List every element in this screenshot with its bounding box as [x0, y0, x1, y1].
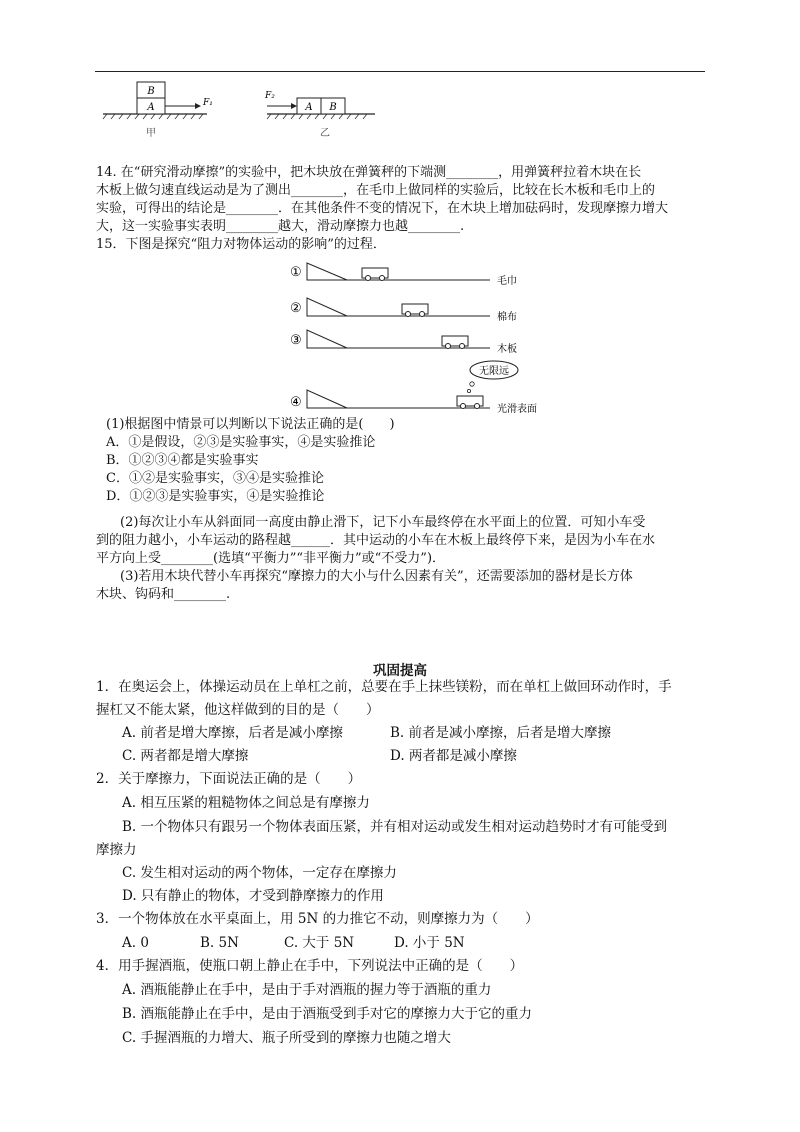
row-1: [290, 263, 517, 287]
label-jia: 甲: [146, 128, 156, 139]
p3-opt-a: A. 0: [122, 935, 149, 951]
p1-opt-d: D. 两者都是减小摩擦: [390, 748, 517, 764]
q15-sub2-line1: (2)每次让小车从斜面同一高度由静止滑下，记下小车最终停在水平面上的位置．可知小车受: [120, 515, 646, 530]
p1-opt-a: A. 前者是增大摩擦，后者是减小摩擦: [122, 725, 343, 741]
row-3: [290, 330, 517, 355]
row-3-surface: 木板: [497, 344, 517, 355]
row-2-surface: 棉布: [497, 312, 517, 323]
p4-opt-a: A. 酒瓶能静止在手中，是由于手对酒瓶的握力等于酒瓶的重力: [122, 982, 492, 998]
figure-yi: [264, 91, 375, 139]
p3-opt-c: C. 大于 5N: [284, 935, 355, 951]
row-3-num: ③: [290, 333, 302, 348]
figure-blocks: [95, 78, 395, 142]
q15-opt-b: B．①②③④都是实验事实: [106, 453, 259, 468]
block-b-label-yi: B: [329, 102, 337, 113]
p4-opt-c: C. 手握酒瓶的力增大、瓶子所受到的摩擦力也随之增大: [122, 1030, 451, 1046]
q15-sub1: (1)根据图中情景可以判断以下说法正确的是( ): [106, 417, 395, 432]
q15-sub3-line2: 木块、钩码和________.: [96, 587, 231, 602]
p3-line1: 3．一个物体放在水平桌面上，用 5N 的力推它不动，则摩擦力为（ ）: [96, 911, 539, 927]
q14-line4: 大，这一实验事实表明________越大，滑动摩擦力也越________.: [96, 219, 465, 234]
p1-line1: 1．在奥运会上，体操运动员在上单杠之前，总要在手上抹些镁粉，而在单杠上做回环动作时，手: [96, 679, 672, 695]
p2-opt-a: A. 相互压紧的粗糙物体之间总是有摩擦力: [122, 795, 370, 811]
p2-opt-b-line1: B. 一个物体只有跟另一个物体表面压紧，并有相对运动或发生相对运动趋势时才有可能受到: [122, 819, 668, 835]
p4-opt-b: B. 酒瓶能静止在手中，是由于酒瓶受到手对它的摩擦力大于它的重力: [122, 1006, 533, 1022]
row-4: [290, 361, 537, 415]
block-b-label: B: [147, 86, 155, 97]
q14-line3: 实验，可得出的结论是________．在其他条件不变的情况下，在木块上增加砝码时，发现摩擦力增大: [96, 201, 669, 216]
force1-label: F₁: [203, 98, 213, 108]
label-yi: 乙: [320, 128, 330, 139]
p1-line2: 握杠又不能太紧，他这样做到的目的是（ ）: [96, 702, 380, 718]
q15-sub3-line1: (3)若用木块代替小车再探究“摩擦力的大小与什么因素有关”，还需要添加的器材是长方体: [120, 569, 633, 584]
p1-opt-b: B. 前者是减小摩擦，后者是增大摩擦: [390, 725, 612, 741]
row-1-surface: 毛巾: [497, 276, 517, 287]
q15-sub2-line2: 到的阻力越小，小车运动的路程越______．其中运动的小车在木板上最终停下来，是因为小车在水: [96, 533, 656, 548]
row-2: [290, 298, 517, 323]
p2-opt-d: D. 只有静止的物体，才受到静摩擦力的作用: [122, 888, 384, 904]
section-title: 巩固提高: [373, 663, 427, 679]
q14-line2: 木板上做匀速直线运动是为了测出________，在毛巾上做同样的实验后，比较在长木板和毛巾上的: [96, 183, 656, 198]
header-rule: [95, 71, 705, 72]
q15-sub2-line3: 平方向上受________(选填“平衡力”“非平衡力”或“不受力”)．: [96, 551, 446, 566]
cloud-text: 无限远: [479, 366, 509, 377]
p2-line1: 2．关于摩擦力，下面说法正确的是（ ）: [96, 771, 362, 787]
figure-jia: [103, 82, 213, 139]
q14-line1: 14. 在“研究滑动摩擦”的实验中，把木块放在弹簧秤的下端测________，用弹簧秤拉着木块在长: [96, 165, 642, 180]
p2-opt-c: C. 发生相对运动的两个物体，一定存在摩擦力: [122, 865, 397, 881]
p1-opt-c: C. 两者都是增大摩擦: [122, 748, 249, 764]
row-2-num: ②: [290, 301, 302, 316]
q15-opt-c: C．①②是实验事实，③④是实验推论: [106, 471, 324, 486]
q15-stem: 15．下图是探究“阻力对物体运动的影响”的过程．: [96, 237, 386, 252]
row-1-num: ①: [290, 265, 302, 280]
block-a-label-yi: A: [305, 102, 313, 113]
row-4-num: ④: [290, 395, 302, 410]
figure-resistance: [285, 258, 555, 418]
q15-opt-a: A．①是假设，②③是实验事实，④是实验推论: [106, 435, 376, 450]
p4-line1: 4．用手握酒瓶，使瓶口朝上静止在手中，下列说法中正确的是（ ）: [96, 958, 524, 974]
row-4-surface: 光滑表面: [497, 404, 537, 415]
q15-opt-d: D．①②③是实验事实，④是实验推论: [106, 489, 325, 504]
p3-opt-d: D. 小于 5N: [394, 935, 465, 951]
p2-opt-b-line2: 摩擦力: [96, 842, 137, 858]
force2-label: F₂: [265, 91, 275, 101]
block-a-label: A: [147, 102, 155, 113]
p3-opt-b: B. 5N: [200, 935, 239, 951]
